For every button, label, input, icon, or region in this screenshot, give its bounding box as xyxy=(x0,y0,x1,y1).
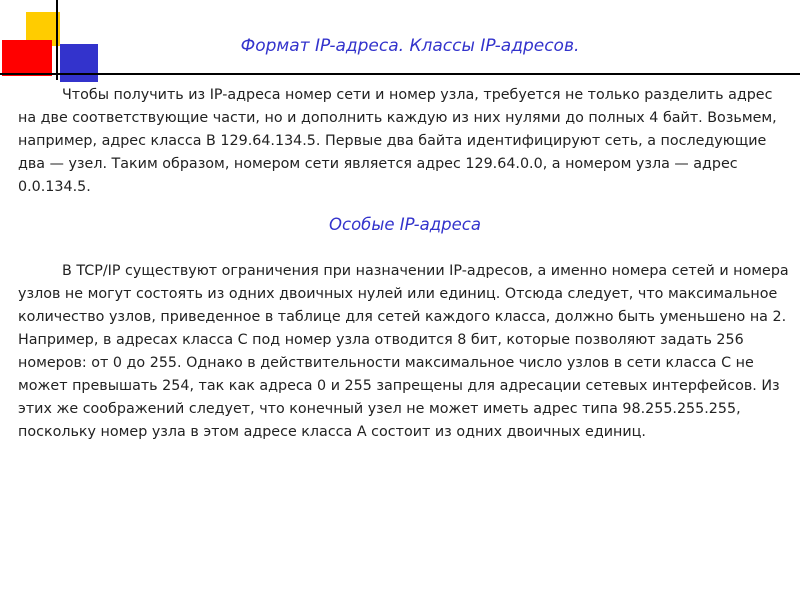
section-title-special-ip: Особые IP-адреса xyxy=(329,215,481,234)
paragraph-special-ip: В TCP/IP существуют ограничения при назначении IP-адресов, а именно номера сетей и номера узлов не могут состоять из одних двоичных нулей или единиц. Отсюда следует, что максимальное количество узлов, приведенное в таблице для сетей каждого класса, должно быть уменьшено на 2. Например, в адресах класса С под номер узла отводится 8 бит, которые позволяют задать 256 номеров: от 0 до 255. Однако в действительности максимальное число узлов в сети класса С не может превышать 254, так как адреса 0 и 255 запрещены для адресации сетевых интерфейсов. Из этих же соображений следует, что конечный узел не может иметь адрес типа 98.255.255.255, поскольку номер узла в этом адресе класса А состоит из одних двоичных единиц. xyxy=(18,263,789,440)
decor-horizontal-line xyxy=(0,73,800,75)
paragraph-ip-address-format: Чтобы получить из IP-адреса номер сети и номер узла, требуется не только разделить адрес на две соответствующие части, но и дополнить каждую из них нулями до полных 4 байт. Возьмем, например, адрес класса В 129.64.134.5. Первые два байта идентифицируют сеть, а последующие два — узел. Таким образом, номером сети является адрес 129.64.0.0, а номером узла — адрес 0.0.134.5. xyxy=(18,87,777,195)
page-title: Формат IP-адреса. Классы IP-адресов. xyxy=(240,36,580,56)
